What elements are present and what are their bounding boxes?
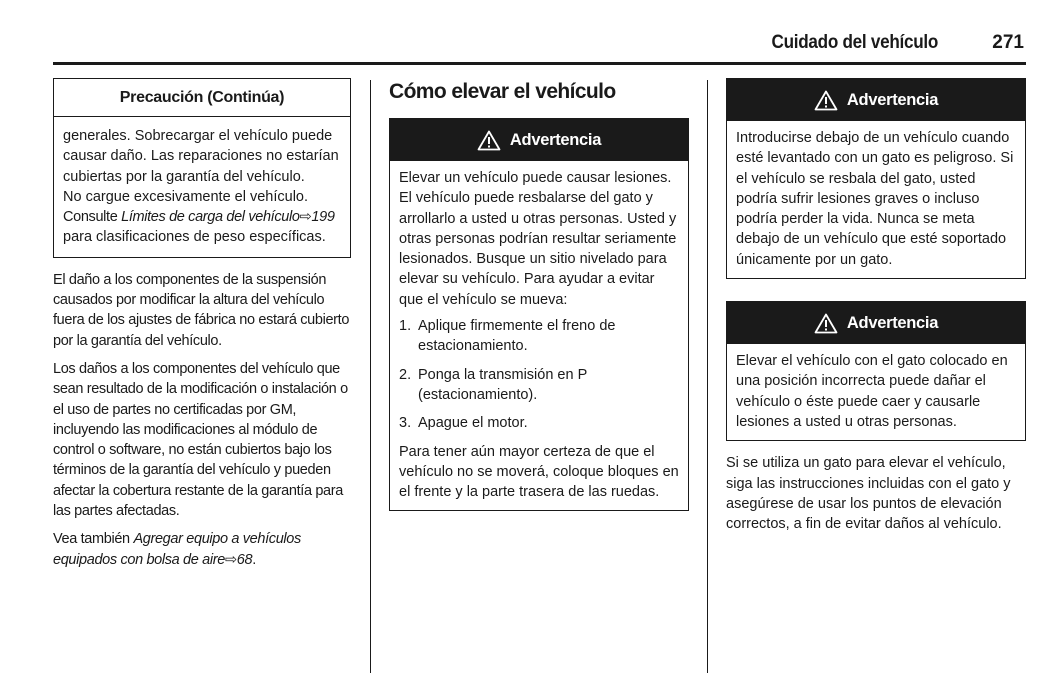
- step-item: [399, 413, 679, 433]
- step-item: [399, 365, 679, 406]
- warning-box: [726, 78, 1026, 279]
- step-number: 2.: [399, 366, 412, 383]
- header-rule: [53, 62, 1026, 65]
- step-number: 3.: [399, 415, 412, 432]
- warning-text: Elevar el vehículo con el gato colocado en una posición incorrecta puede dañar el vehículo o éste puede caer y causarle lesiones a usted u otras personas.: [736, 353, 1008, 430]
- column-divider-1: [370, 80, 371, 673]
- step-text: Aplique firmemente el freno de estacionamiento.: [418, 318, 616, 355]
- warning-header: [727, 79, 1025, 121]
- steps-list: [399, 316, 679, 433]
- step-number: 1.: [399, 318, 412, 335]
- warning-header: [390, 119, 688, 161]
- caution-line: causar daño. Las reparaciones no estarían: [63, 148, 339, 165]
- warning-box: [726, 301, 1026, 441]
- cross-reference-link[interactable]: Límites de carga del vehículo: [121, 209, 300, 226]
- see-also-link[interactable]: Agregar equipo a vehículos equipados con bolsa de aire: [53, 531, 301, 568]
- column-right: [726, 78, 1026, 534]
- column-left-text: [53, 270, 351, 570]
- warning-body: [727, 344, 1025, 440]
- caution-ref-suffix: para clasificaciones de peso específicas.: [63, 229, 326, 246]
- warning-header: [727, 302, 1025, 344]
- warning-triangle-icon: [814, 313, 838, 334]
- see-also-page[interactable]: 68: [236, 551, 253, 568]
- running-header-title: Cuidado del vehículo: [771, 32, 938, 53]
- column-divider-2: [707, 80, 708, 673]
- paragraph: Si se utiliza un gato para elevar el vehículo, siga las instrucciones incluidas con el gato y asegúrese de usar los puntos de elevación correctos, a fin de evitar daños al vehículo.: [726, 455, 1011, 533]
- column-middle: [389, 78, 689, 511]
- warning-intro: Elevar un vehículo puede causar lesiones. El vehículo puede resbalarse del gato y arrollarlo a usted u otras personas. Usted y otras personas podrían resultar seriamente lesionados. Busque un sitio nivelado para elevar su vehículo. Para ayudar a evitar que el vehículo se mueva:: [399, 170, 677, 308]
- step-text: Ponga la transmisión en P (estacionamiento).: [418, 366, 588, 403]
- column-right-text: [726, 453, 1026, 534]
- warning-title: Advertencia: [846, 313, 939, 332]
- caution-ref-prefix: Consulte: [63, 209, 122, 226]
- see-also-end: .: [252, 551, 256, 568]
- caution-body: [54, 117, 350, 257]
- caution-line: generales. Sobrecargar el vehículo puede: [63, 128, 333, 144]
- warning-text: Introducirse debajo de un vehículo cuando esté levantado con un gato es peligroso. Si el vehículo se resbala del gato, usted podría sufrir lesiones graves o incluso podría perder la vida. Nunca se meta debajo de un vehículo que esté soportado únicamente por un gato.: [736, 130, 1014, 268]
- caution-line: cubiertas por la garantía del vehículo.: [63, 168, 305, 185]
- see-also-prefix: Vea también: [53, 531, 134, 548]
- warning-title: Advertencia: [509, 130, 602, 149]
- warning-outro: Para tener aún mayor certeza de que el vehículo no se moverá, coloque bloques en el frente y la parte trasera de las ruedas.: [399, 443, 679, 501]
- warning-title: Advertencia: [846, 90, 939, 109]
- warning-triangle-icon: [814, 90, 838, 111]
- see-also: [53, 529, 351, 570]
- paragraph: Los daños a los componentes del vehículo que sean resultado de la modificación o instalación o el uso de partes no certificadas por GM, incluyendo las modificaciones al módulo de control o software, no están cubiertos bajo los términos de la garantía del vehículo y pueden afectar la cobertura restante de la garantía para las partes afectadas.: [53, 360, 348, 520]
- step-text: Apague el motor.: [418, 415, 528, 432]
- warning-body: [727, 121, 1025, 278]
- warning-box: [389, 118, 689, 511]
- reference-arrow-icon: ⇨: [299, 209, 312, 226]
- caution-title: Precaución (Continúa): [54, 79, 350, 117]
- cross-reference-page[interactable]: 199: [311, 209, 335, 226]
- reference-arrow-icon: ⇨: [224, 551, 237, 568]
- caution-line: No cargue excesivamente el vehículo.: [63, 188, 309, 205]
- section-heading: Cómo elevar el vehículo: [389, 80, 616, 103]
- caution-box: [53, 78, 351, 258]
- paragraph: El daño a los componentes de la suspensión causados por modificar la altura del vehículo fuera de los ajustes de fábrica no estará cubierto por la garantía del vehículo.: [53, 271, 350, 349]
- step-item: [399, 316, 679, 357]
- column-left: [53, 78, 351, 570]
- warning-triangle-icon: [477, 130, 501, 151]
- warning-body: [390, 161, 688, 510]
- page-number: 271: [992, 32, 1024, 53]
- caution-reference: [63, 207, 341, 227]
